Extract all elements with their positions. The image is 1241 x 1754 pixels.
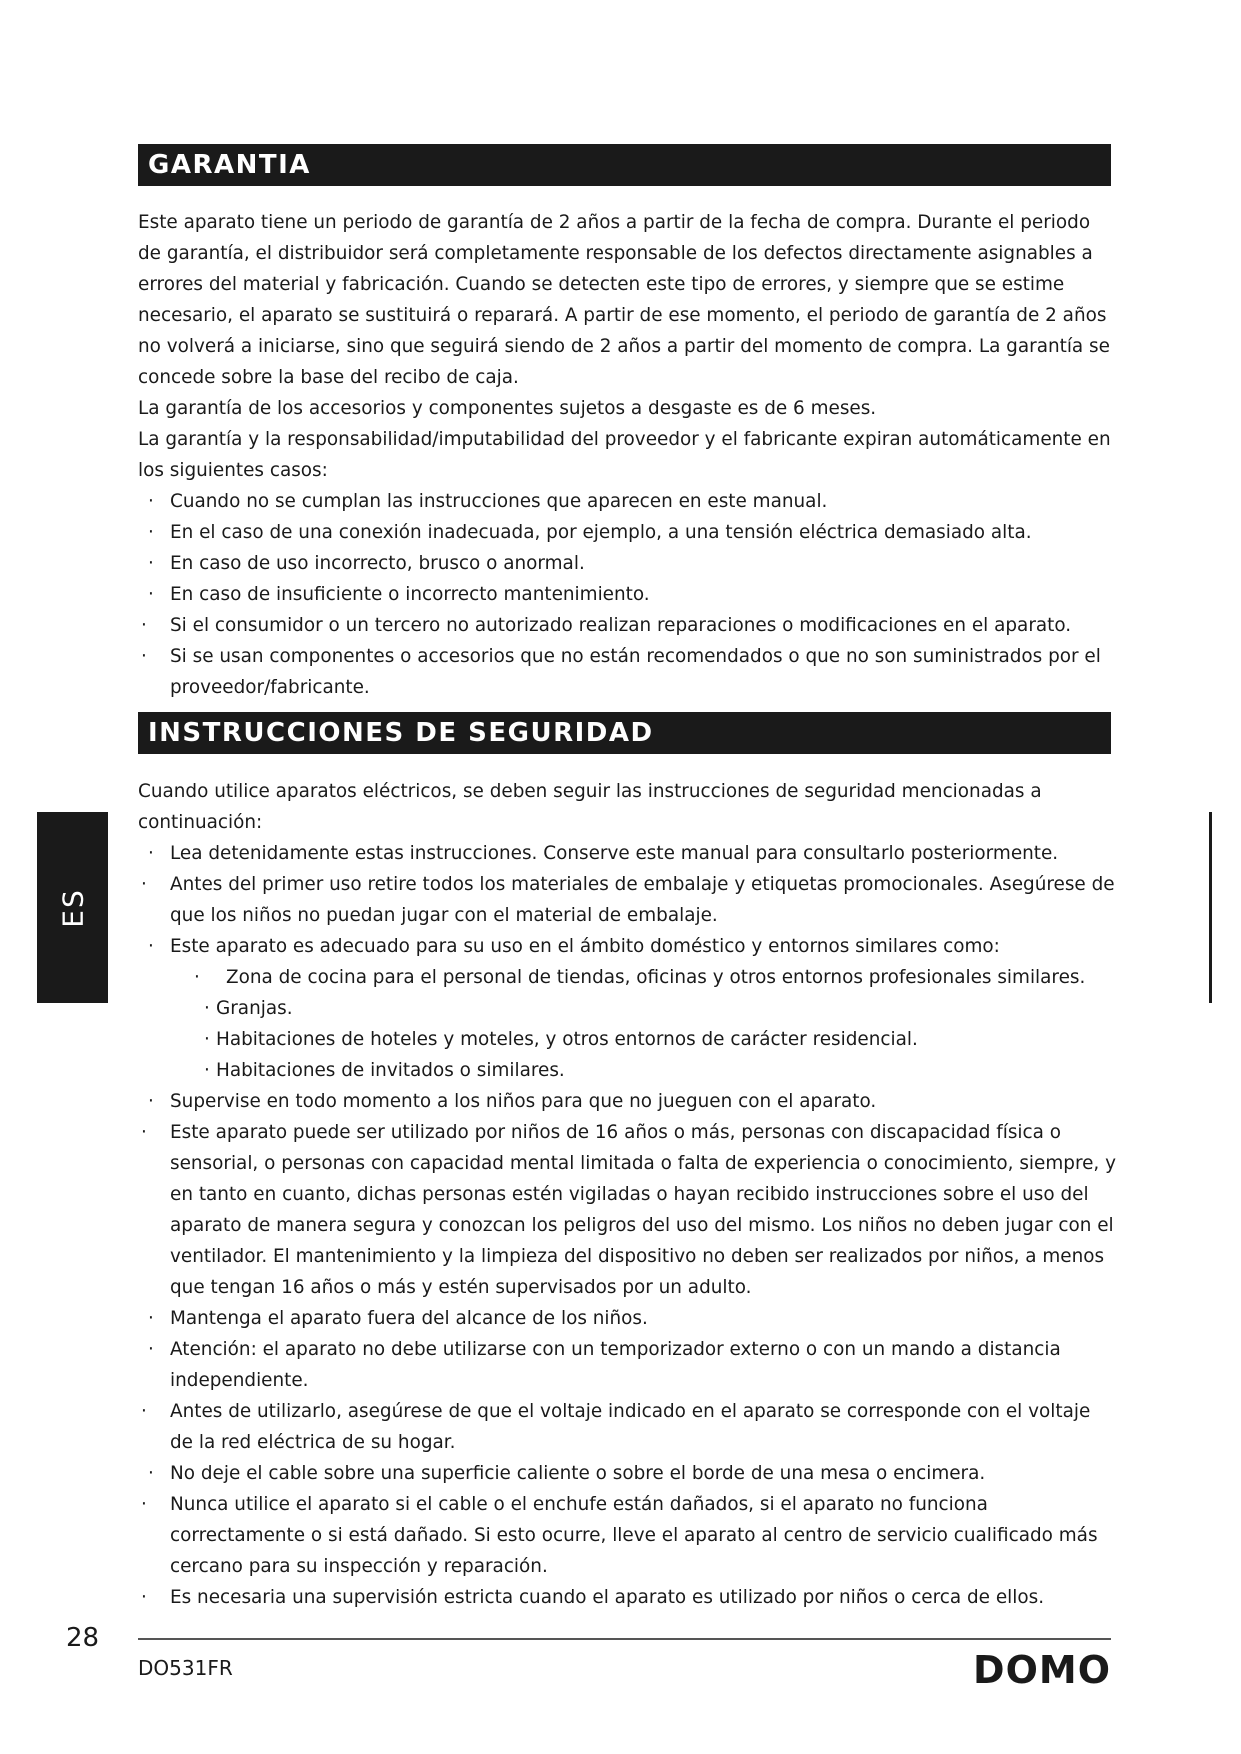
list-item — [138, 1117, 1118, 1303]
list-item-text: Habitaciones de invitados o similares. — [216, 1060, 565, 1081]
list-item-text: Cuando no se cumplan las instrucciones que aparecen en este manual. — [170, 491, 828, 512]
bullet-icon: · — [204, 998, 210, 1019]
bullet-icon: · — [148, 1463, 154, 1484]
list-item-text: En caso de uso incorrecto, brusco o anormal. — [170, 553, 585, 574]
bullet-icon: · — [148, 1091, 154, 1112]
bullet-icon: · — [148, 1308, 154, 1329]
footer-divider — [138, 1638, 1111, 1640]
list-item-text: Este aparato es adecuado para su uso en el ámbito doméstico y entornos similares como: — [170, 936, 1000, 957]
bullet-icon: · — [148, 491, 154, 512]
bullet-icon: · — [141, 1401, 147, 1422]
seguridad-text — [138, 776, 1118, 1613]
list-item — [138, 931, 1118, 962]
sub-list-item — [138, 993, 1118, 1024]
bullet-icon: · — [141, 1587, 147, 1608]
sub-list-item — [138, 1055, 1118, 1086]
list-item-text: En el caso de una conexión inadecuada, por ejemplo, a una tensión eléctrica demasiado alta. — [170, 522, 1032, 543]
list-item — [138, 610, 1118, 641]
bullet-icon: · — [204, 1029, 210, 1050]
bullet-icon: · — [148, 522, 154, 543]
list-item — [138, 548, 1118, 579]
list-item — [138, 869, 1118, 931]
list-item — [138, 1458, 1118, 1489]
list-item — [138, 517, 1118, 548]
list-item — [138, 486, 1118, 517]
bullet-icon: · — [148, 584, 154, 605]
bullet-icon: · — [148, 936, 154, 957]
list-item-text: Este aparato puede ser utilizado por niños de 16 años o más, personas con discapacidad física o sensorial, o personas con capacidad mental limitada o falta de experiencia o conocimiento, siempre, y en tanto en cuanto, dichas personas estén vigiladas o hayan recibido instrucciones sobre el uso del aparato de manera segura y conozcan los peligros del uso del mismo. Los niños no deben jugar con el ventilador. El mantenimiento y la limpieza del dispositivo no deben ser realizados por niños, a menos que tengan 16 años o más y estén supervisados por un adulto. — [170, 1122, 1116, 1298]
margin-marker — [1209, 812, 1212, 1003]
garantia-paragraph: Este aparato tiene un periodo de garantía de 2 años a partir de la fecha de compra. Durante el periodo de garantía, el distribuidor será completamente responsable de los defectos directamente asignables a errores del material y fabricación. Cuando se detecten este tipo de errores, y siempre que se estime necesario, el aparato se sustituirá o reparará. A partir de ese momento, el periodo de garantía de 2 años no volverá a iniciarse, sino que seguirá siendo de 2 años a partir del momento de compra. La garantía se concede sobre la base del recibo de caja. — [138, 212, 1110, 388]
bullet-icon: · — [141, 874, 147, 895]
list-item-text: Antes de utilizarlo, asegúrese de que el voltaje indicado en el aparato se corresponde con el voltaje de la red eléctrica de su hogar. — [170, 1401, 1091, 1453]
bullet-icon: · — [148, 1339, 154, 1360]
bullet-icon: · — [141, 1122, 147, 1143]
garantia-paragraph: La garantía de los accesorios y componentes sujetos a desgaste es de 6 meses. — [138, 398, 877, 419]
list-item-text: Es necesaria una supervisión estricta cuando el aparato es utilizado por niños o cerca de ellos. — [170, 1587, 1045, 1608]
list-item-text: Granjas. — [216, 998, 293, 1019]
list-item-text: Atención: el aparato no debe utilizarse con un temporizador externo o con un mando a distancia independiente. — [170, 1339, 1061, 1391]
list-item — [138, 1396, 1118, 1458]
bullet-icon: · — [148, 553, 154, 574]
bullet-icon: · — [204, 1060, 210, 1081]
bullet-icon: · — [141, 615, 147, 636]
list-item — [138, 1086, 1118, 1117]
sub-list-item — [138, 1024, 1118, 1055]
list-item-text: Mantenga el aparato fuera del alcance de los niños. — [170, 1308, 648, 1329]
model-code: DO531FR — [138, 1656, 233, 1680]
list-item — [138, 1303, 1118, 1334]
bullet-icon: · — [148, 843, 154, 864]
list-item — [138, 579, 1118, 610]
list-item-text: Supervise en todo momento a los niños para que no jueguen con el aparato. — [170, 1091, 877, 1112]
list-item-text: Si el consumidor o un tercero no autorizado realizan reparaciones o modificaciones en el aparato. — [170, 615, 1072, 636]
language-label: ES — [56, 887, 89, 928]
language-tab — [37, 812, 108, 1003]
sub-list-item — [138, 962, 1118, 993]
list-item — [138, 1489, 1118, 1582]
bullet-icon: · — [141, 646, 147, 667]
seguridad-intro: Cuando utilice aparatos eléctricos, se deben seguir las instrucciones de seguridad mencionadas a continuación: — [138, 781, 1042, 833]
list-item — [138, 1334, 1118, 1396]
list-item-text: Zona de cocina para el personal de tiendas, oficinas y otros entornos profesionales similares. — [226, 967, 1086, 988]
list-item — [138, 641, 1118, 703]
bullet-icon: · — [141, 1494, 147, 1515]
list-item-text: Nunca utilice el aparato si el cable o el enchufe están dañados, si el aparato no funciona correctamente o si está dañado. Si esto ocurre, lleve el aparato al centro de servicio cualificado más cercano para su inspección y reparación. — [170, 1494, 1098, 1577]
list-item — [138, 1582, 1118, 1613]
list-item — [138, 838, 1118, 869]
list-item-text: Antes del primer uso retire todos los materiales de embalaje y etiquetas promocionales. Asegúrese de que los niños no puedan jugar con el material de embalaje. — [170, 874, 1115, 926]
list-item-text: Habitaciones de hoteles y moteles, y otros entornos de carácter residencial. — [216, 1029, 918, 1050]
garantia-paragraph: La garantía y la responsabilidad/imputabilidad del proveedor y el fabricante expiran automáticamente en los siguientes casos: — [138, 429, 1111, 481]
list-item-text: Si se usan componentes o accesorios que no están recomendados o que no son suministrados por el proveedor/fabricante. — [170, 646, 1101, 698]
section-title-garantia: GARANTIA — [138, 144, 1111, 186]
page-number: 28 — [66, 1623, 100, 1653]
list-item-text: En caso de insuficiente o incorrecto mantenimiento. — [170, 584, 650, 605]
list-item-text: No deje el cable sobre una superficie caliente o sobre el borde de una mesa o encimera. — [170, 1463, 986, 1484]
bullet-icon: · — [194, 967, 200, 988]
list-item-text: Lea detenidamente estas instrucciones. Conserve este manual para consultarlo posteriormente. — [170, 843, 1059, 864]
brand-logo: DOMO — [973, 1648, 1111, 1692]
section-title-seguridad: INSTRUCCIONES DE SEGURIDAD — [138, 712, 1111, 754]
garantia-text — [138, 207, 1118, 703]
